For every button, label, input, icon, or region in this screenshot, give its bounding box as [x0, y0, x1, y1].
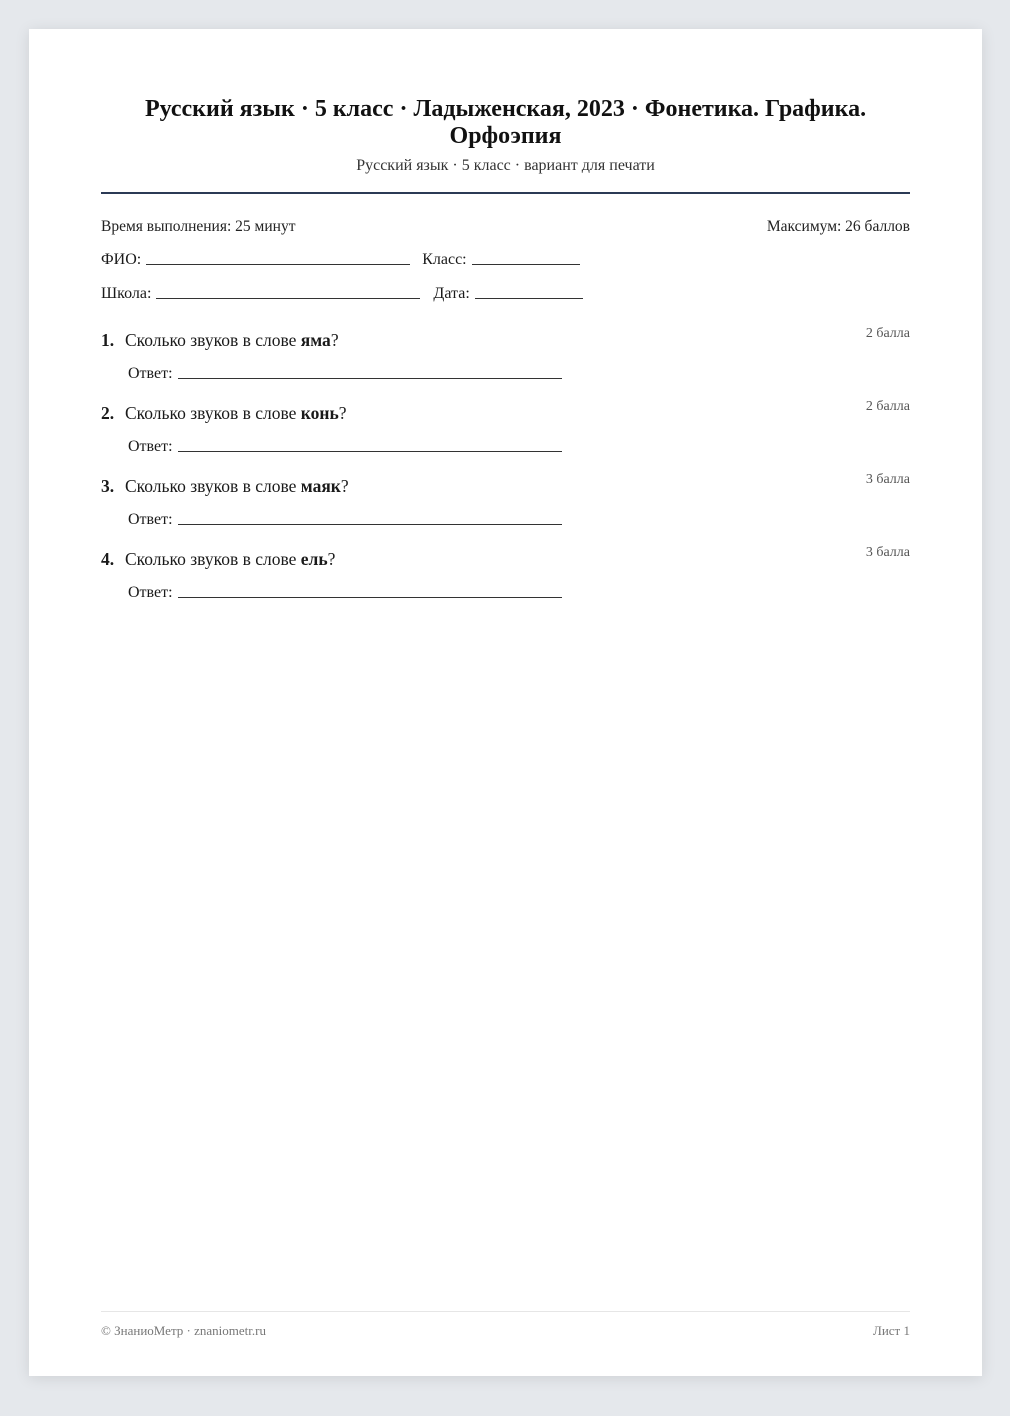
question-item	[101, 399, 910, 456]
answer-label: Ответ:	[128, 365, 173, 382]
question-suffix: ?	[338, 403, 347, 423]
school-field[interactable]	[156, 297, 420, 299]
question-word: маяк	[300, 476, 341, 496]
page-footer	[101, 1311, 910, 1339]
answer-row	[101, 582, 910, 602]
fio-label: ФИО:	[101, 251, 142, 268]
question-number: 4.	[101, 549, 115, 569]
question-points: 3 балла	[865, 472, 910, 487]
student-info-row	[101, 249, 910, 269]
school-label: Школа:	[101, 285, 152, 302]
question-item	[101, 472, 910, 529]
meta-row	[101, 218, 910, 236]
answer-field[interactable]	[178, 524, 562, 525]
page-subtitle: Русский язык · 5 класс · вариант для печати	[356, 157, 655, 174]
worksheet-page	[29, 29, 982, 1376]
question-text	[101, 329, 910, 351]
question-text	[101, 475, 910, 497]
header-divider	[101, 192, 910, 194]
question-number: 3.	[101, 476, 115, 496]
question-number: 1.	[101, 330, 115, 350]
answer-field[interactable]	[178, 597, 562, 598]
page-title: Русский язык · 5 класс · Ладыженская, 2023 · Фонетика. Графика. Орфоэпия	[144, 96, 867, 149]
question-prefix: Сколько звуков в слове	[125, 403, 301, 423]
question-word: конь	[300, 403, 339, 423]
max-score: Максимум: 26 баллов	[766, 218, 910, 235]
answer-row	[101, 436, 910, 456]
date-field[interactable]	[475, 297, 583, 299]
question-points: 2 балла	[865, 326, 910, 341]
school-info-row	[101, 283, 910, 303]
class-field[interactable]	[472, 263, 580, 265]
question-number: 2.	[101, 403, 115, 423]
question-word: ель	[300, 549, 328, 569]
footer-copyright: © ЗнаниоМетр · znaniometr.ru	[101, 1323, 266, 1338]
answer-row	[101, 509, 910, 529]
question-suffix: ?	[327, 549, 336, 569]
question-prefix: Сколько звуков в слове	[125, 330, 301, 350]
answer-field[interactable]	[178, 451, 562, 452]
answer-label: Ответ:	[128, 438, 173, 455]
question-text	[101, 548, 910, 570]
question-suffix: ?	[330, 330, 339, 350]
fio-field[interactable]	[146, 263, 410, 265]
question-points: 3 балла	[865, 545, 910, 560]
class-label: Класс:	[422, 251, 467, 268]
question-suffix: ?	[340, 476, 349, 496]
date-label: Дата:	[433, 285, 470, 302]
question-text	[101, 402, 910, 424]
question-list	[101, 326, 910, 602]
question-word: яма	[300, 330, 331, 350]
time-limit: Время выполнения: 25 минут	[101, 218, 296, 235]
question-prefix: Сколько звуков в слове	[125, 476, 301, 496]
question-prefix: Сколько звуков в слове	[125, 549, 301, 569]
answer-row	[101, 363, 910, 383]
answer-field[interactable]	[178, 378, 562, 379]
answer-label: Ответ:	[128, 511, 173, 528]
question-item	[101, 545, 910, 602]
sheet-number: Лист 1	[873, 1323, 910, 1338]
answer-label: Ответ:	[128, 584, 173, 601]
question-item	[101, 326, 910, 383]
question-points: 2 балла	[865, 399, 910, 414]
worksheet-content	[101, 29, 910, 621]
